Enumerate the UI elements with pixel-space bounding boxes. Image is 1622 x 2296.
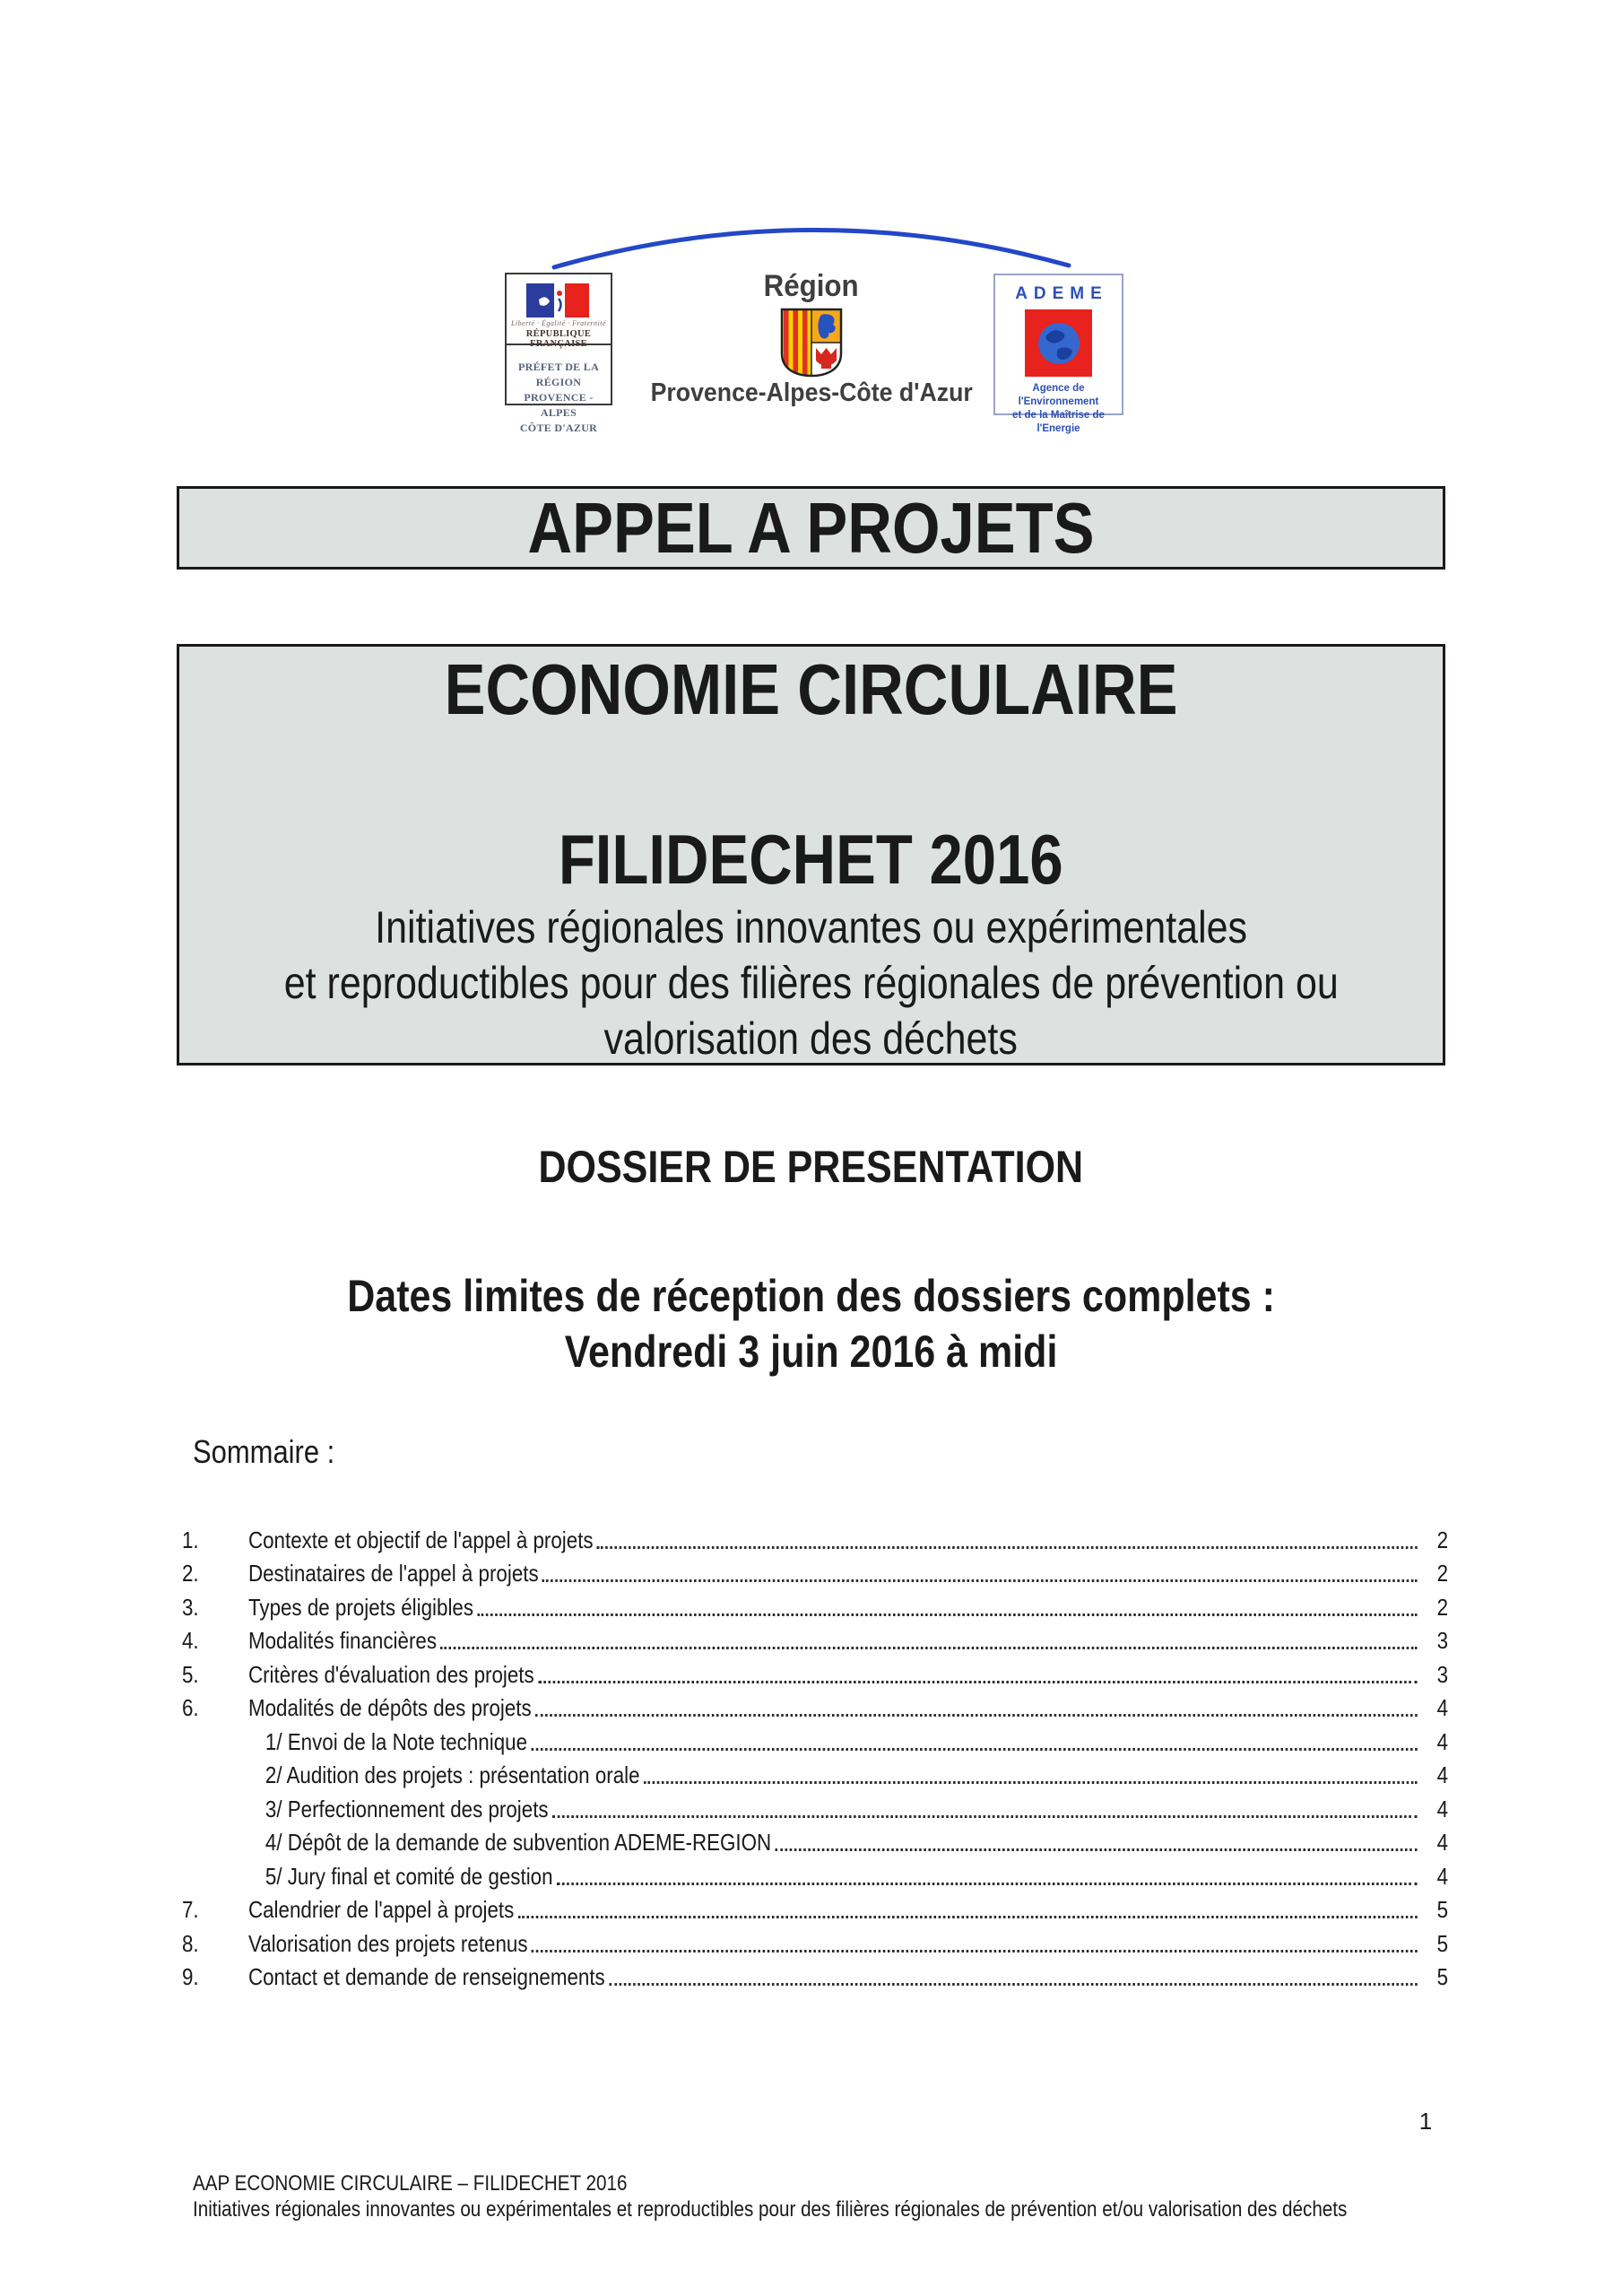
toc-item-number: 6. [182,1694,199,1721]
toc-dot-leader [538,1681,1418,1683]
toc-dot-leader [532,1950,1418,1952]
toc-item-label: 4/ Dépôt de la demande de subvention ADEME-REGION [265,1829,772,1856]
toc-dot-leader [775,1848,1417,1851]
toc-item-label: Types de projets éligibles [247,1593,474,1621]
toc-item-label: Modalités financières [247,1627,438,1654]
toc-item [182,1623,1448,1657]
toc-item [182,1960,1448,1994]
toc-item [182,1691,1448,1725]
toc-item-label: Modalités de dépôts des projets [247,1694,532,1721]
toc-item-page: 4 [1436,1694,1449,1721]
toc-item-label: Contact et demande de renseignements [247,1963,605,1990]
ademe-subtitle [995,382,1122,436]
toc-list [182,1522,1448,1993]
toc-item-page: 3 [1436,1627,1449,1654]
toc-item-number: 1. [182,1526,199,1553]
program-description [179,900,1443,1066]
toc-item-label: Critères d'évaluation des projets [247,1660,534,1688]
deadline-heading [177,1268,1445,1379]
toc-item-number: 9. [182,1963,199,1990]
region-logo-title: Région [763,269,860,303]
ademe-name: ADEME [1015,284,1108,303]
toc-item-page: 4 [1436,1795,1449,1822]
region-logo-name: Provence-Alpes-Côte d'Azur [650,378,973,407]
toc-item-page: 4 [1436,1829,1449,1856]
page-number: 1 [1418,2108,1433,2135]
ademe-red-square-icon [1025,309,1092,377]
toc-dot-leader [644,1781,1418,1784]
toc-dot-leader [440,1647,1417,1649]
program-description-line: valorisation des déchets [603,1013,1019,1064]
toc-item-number: 7. [182,1896,199,1923]
toc-dot-leader [518,1916,1418,1918]
program-description-line: et reproductibles pour des filières régionales de prévention ou [283,958,1339,1008]
deadline-line1: Dates limites de réception des dossiers complets : [347,1271,1275,1321]
toc-dot-leader [477,1613,1417,1616]
toc-item-number: 2. [182,1560,199,1587]
toc-item-page: 2 [1436,1593,1449,1621]
toc-item-page: 5 [1436,1963,1449,1990]
toc-item [182,1758,1448,1792]
toc-item-label: Valorisation des projets retenus [247,1929,528,1957]
page-footer [193,2170,1535,2222]
toc-dot-leader [557,1883,1418,1885]
toc-dot-leader [535,1714,1418,1717]
ademe-subtitle-line: Agence de l'Environnement [1018,383,1099,407]
republique-name: RÉPUBLIQUE FRANÇAISE [525,329,592,349]
republique-logo-top [507,274,611,349]
toc-item-page: 5 [1436,1929,1449,1957]
banner-box [177,486,1445,570]
program-box [177,644,1445,1065]
prefet-line: PROVENCE - ALPES [524,391,594,419]
region-coat-of-arms-icon [779,307,844,378]
toc-item-label: Contexte et objectif de l'appel à projets [247,1526,594,1553]
republique-francaise-logo [505,273,612,434]
toc-item [182,1556,1448,1590]
toc-dot-leader [531,1748,1417,1751]
toc-item-number: 8. [182,1929,199,1957]
toc-item-label: 1/ Envoi de la Note technique [265,1727,528,1755]
dossier-heading: DOSSIER DE PRESENTATION [538,1142,1084,1192]
toc-item-number: 5. [182,1660,199,1688]
toc-item-number: 3. [182,1593,199,1621]
toc-item [182,1522,1448,1556]
prefet-line: CÔTE D'AZUR [519,422,598,434]
toc-item-page: 4 [1436,1761,1449,1788]
toc-item-page: 4 [1436,1862,1449,1890]
toc-item-label: 3/ Perfectionnement des projets [265,1795,549,1822]
toc-dot-leader [542,1579,1418,1582]
toc-item [182,1724,1448,1758]
logo-arc-decoration [549,221,1074,273]
banner-title: APPEL A PROJETS [527,487,1095,568]
toc-item [182,1657,1448,1691]
toc-item [182,1858,1448,1892]
toc-item-page: 4 [1436,1727,1449,1755]
toc-item [182,1926,1448,1960]
ademe-subtitle-line: et de la Maîtrise de l'Energie [1012,410,1105,434]
toc-item-label: 5/ Jury final et comité de gestion [265,1862,553,1890]
toc-dot-leader [609,1983,1418,1986]
toc-item-page: 2 [1436,1560,1449,1587]
toc-item [182,1589,1448,1623]
ademe-logo [993,274,1123,434]
program-subtitle-line: FILIDECHET 2016 [559,820,1063,899]
toc-heading: Sommaire : [193,1433,335,1470]
deadline-line2: Vendredi 3 juin 2016 à midi [564,1326,1058,1377]
toc-item-page: 5 [1436,1896,1449,1923]
prefet-region-label [507,360,611,436]
toc-item [182,1825,1448,1859]
program-title-line: ECONOMIE CIRCULAIRE [444,649,1178,729]
prefet-line: PRÉFET DE LA RÉGION [517,361,600,388]
footer-line2: Initiatives régionales innovantes ou expérimentales et reproductibles pour des filières régionales de prévention et/ou valorisation des déchets [193,2197,1348,2222]
ademe-globe-icon [1037,322,1080,365]
toc-item-page: 3 [1436,1660,1449,1688]
toc-item-label: Calendrier de l'appel à projets [247,1896,515,1923]
toc-item [182,1892,1448,1926]
program-description-line: Initiatives régionales innovantes ou expérimentales [375,902,1247,952]
toc-item-label: 2/ Audition des projets : présentation orale [265,1761,640,1788]
marianne-flag-icon [526,282,591,321]
toc-dot-leader [552,1815,1418,1818]
toc-item-page: 2 [1436,1526,1449,1553]
toc-item [182,1791,1448,1825]
toc-item-label: Destinataires de l'appel à projets [247,1560,539,1587]
toc-dot-leader [597,1546,1418,1549]
republique-motto: Liberté · Égalité · Fraternité [510,319,607,327]
toc-item-number: 4. [182,1627,199,1654]
footer-line1: AAP ECONOMIE CIRCULAIRE – FILIDECHET 2016 [193,2171,628,2196]
